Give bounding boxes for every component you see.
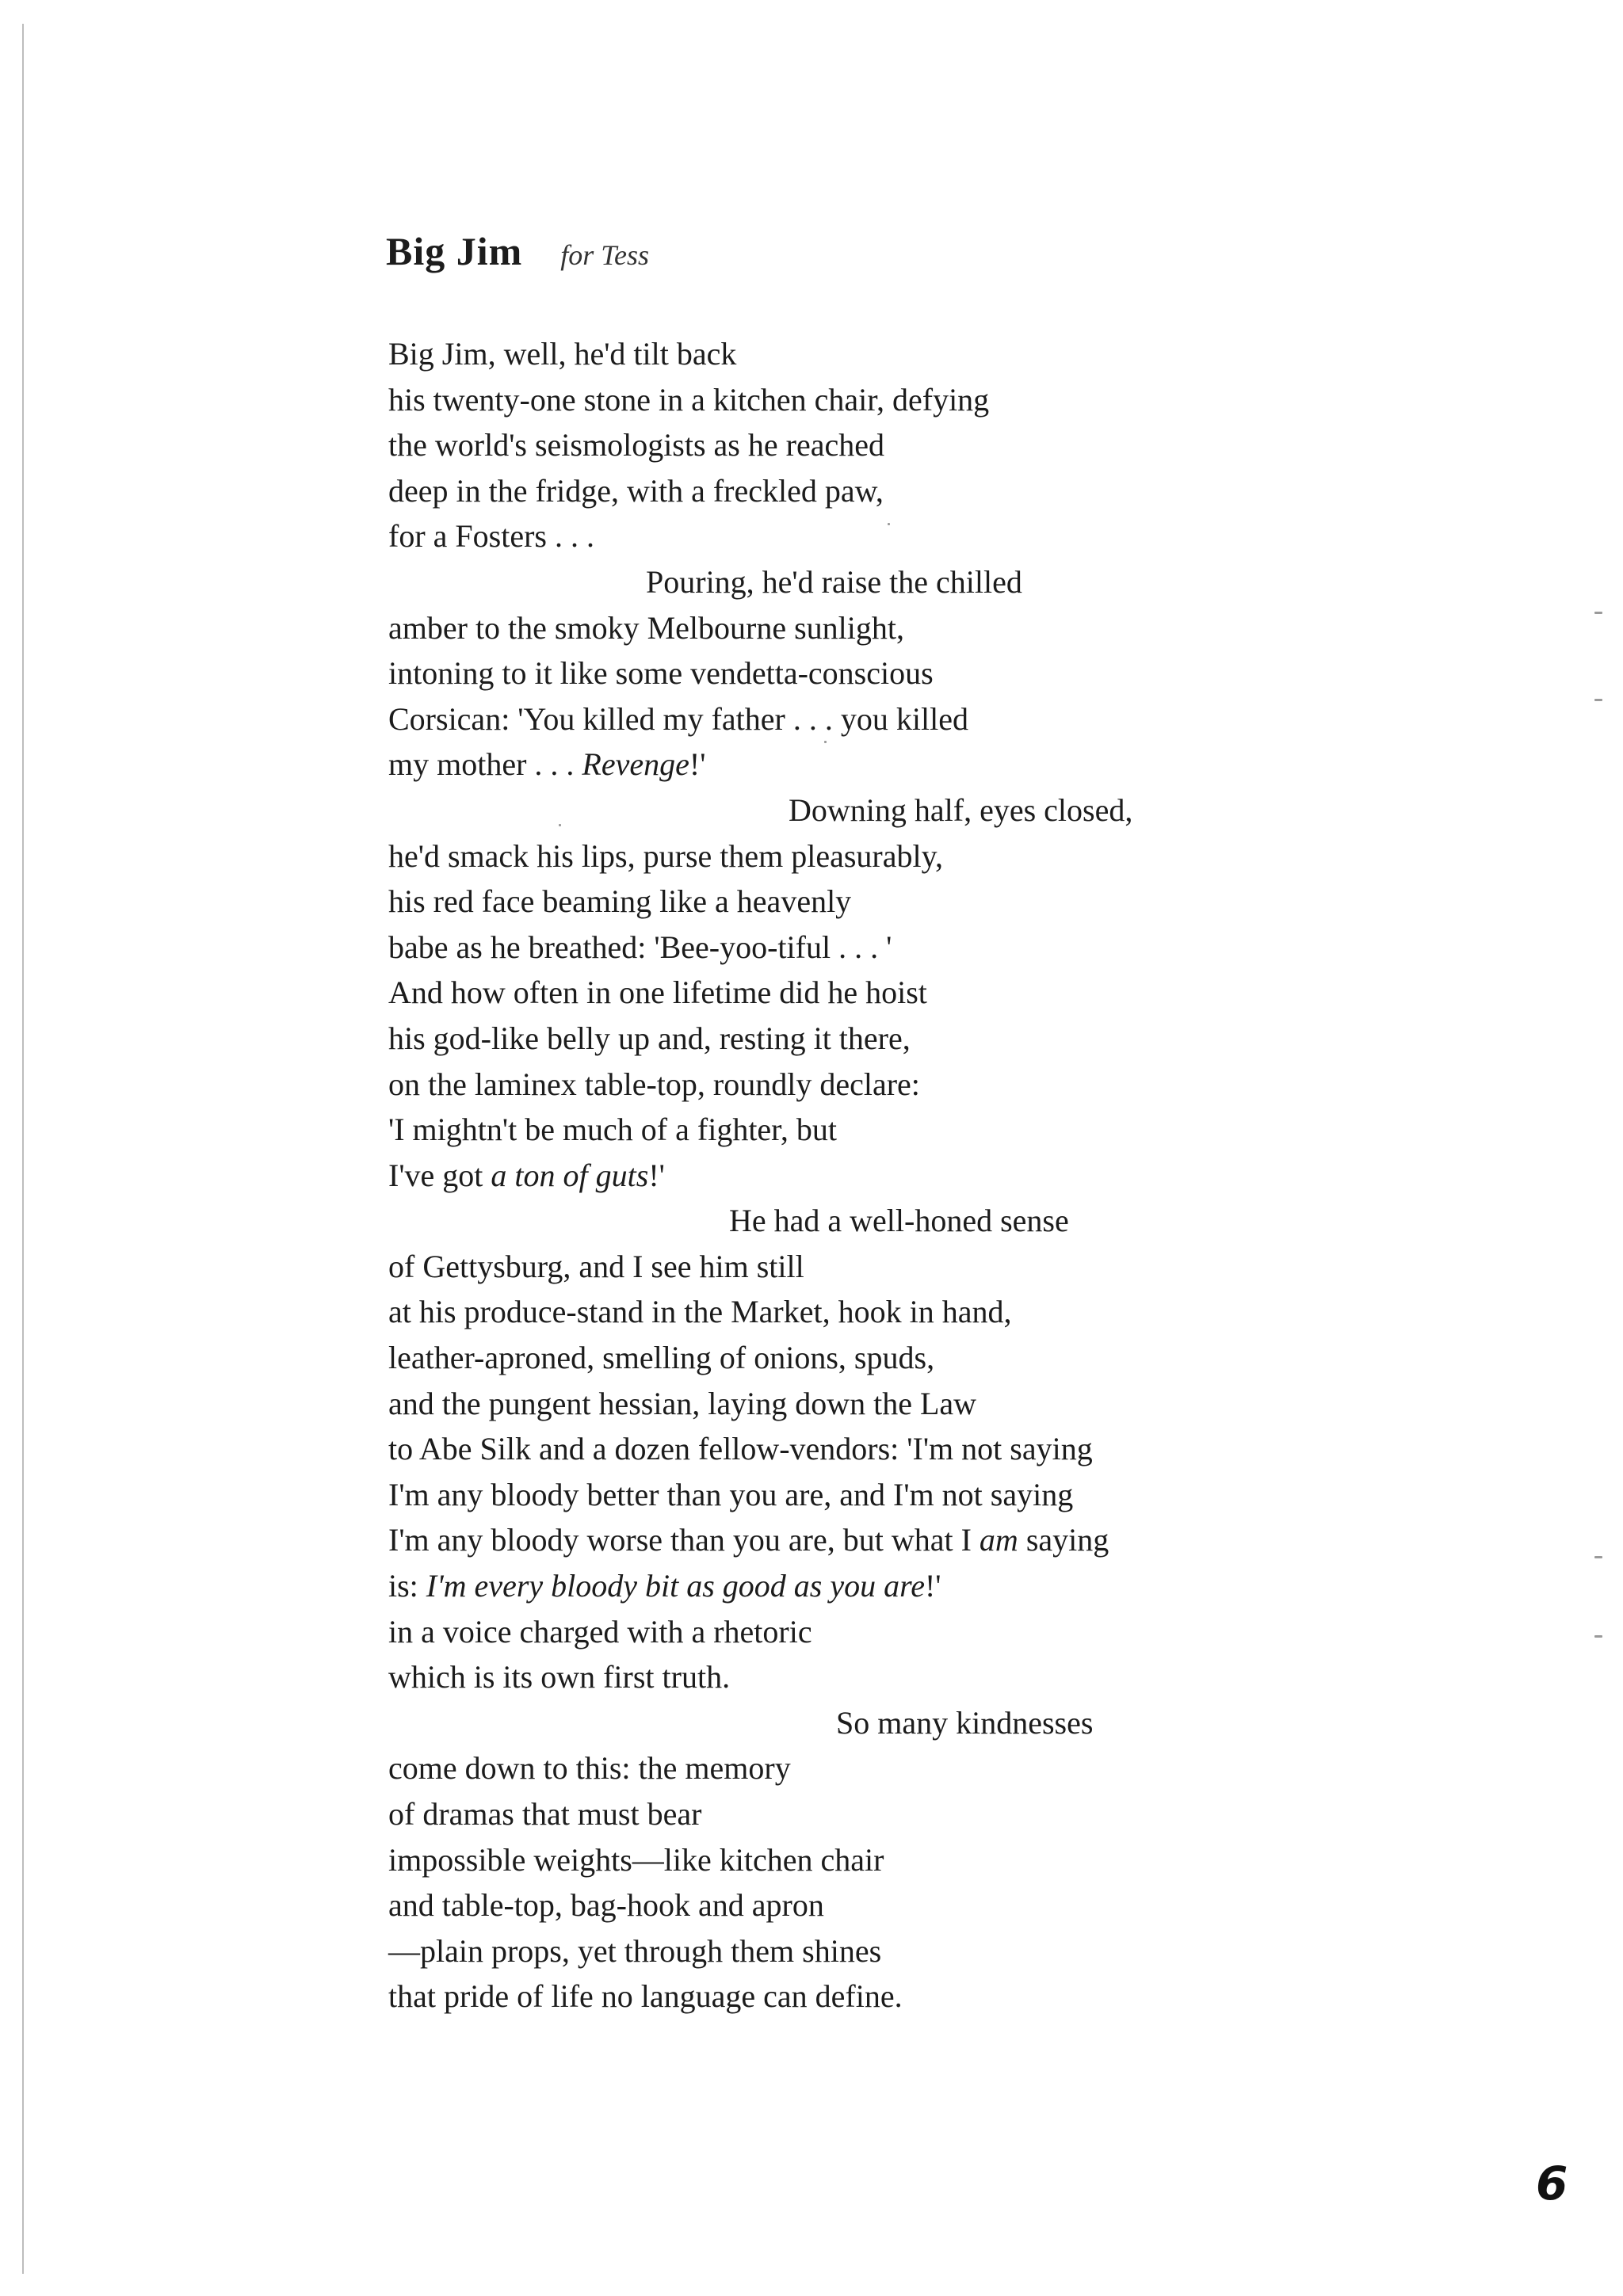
poem-line [388, 788, 1498, 833]
poem-text: on the laminex table-top, roundly declare: [388, 1066, 920, 1102]
poem-text: I'm any bloody worse than you are, but what I [388, 1522, 980, 1558]
scan-speck [824, 741, 827, 743]
poem-text: his twenty-one stone in a kitchen chair, defying [388, 381, 990, 418]
poem-title: Big Jim [386, 229, 523, 273]
poem-text: impossible weights—like kitchen chair [388, 1841, 884, 1878]
poem-text: which is its own first truth. [388, 1659, 731, 1695]
poem-heading [386, 228, 649, 274]
poem-text: at his produce-stand in the Market, hook in hand, [388, 1294, 1012, 1330]
poem-text: his red face beaming like a heavenly [388, 883, 852, 920]
poem-line [388, 1791, 1498, 1837]
poem-italic-text: Revenge [582, 746, 689, 783]
poem-line [388, 1335, 1498, 1381]
poem-text: So many kindnesses [836, 1704, 1094, 1741]
poem-line [388, 1928, 1498, 1974]
poem-text: that pride of life no language can define. [388, 1978, 903, 2015]
poem-line [388, 1837, 1498, 1883]
poem-line [388, 742, 1498, 788]
poem-line [388, 1016, 1498, 1062]
poem-text: he'd smack his lips, purse them pleasurably, [388, 837, 944, 874]
poem-text: He had a well-honed sense [729, 1203, 1069, 1239]
poem-line [388, 1609, 1498, 1655]
poem-text: Corsican: 'You killed my father . . . you killed [388, 700, 968, 737]
poem-text: !' [648, 1157, 665, 1193]
poem-line [388, 605, 1498, 651]
poem-line [388, 1381, 1498, 1427]
poem-line [388, 331, 1498, 377]
poem-text: intoning to it like some vendetta-conscious [388, 655, 934, 692]
poem-line [388, 925, 1498, 971]
poem-line [388, 1974, 1498, 2019]
poem-line [388, 1426, 1498, 1472]
poem-line [388, 1517, 1498, 1563]
poem-text: deep in the fridge, with a freckled paw, [388, 472, 884, 509]
poem-text: the world's seismologists as he reached [388, 427, 884, 463]
poem-line [388, 1882, 1498, 1928]
scan-speck [888, 523, 890, 525]
poem-text: !' [924, 1568, 941, 1604]
poem-line [388, 1472, 1498, 1518]
poem-line [388, 1062, 1498, 1108]
scan-speck [1594, 612, 1602, 614]
poem-text: and the pungent hessian, laying down the Law [388, 1385, 977, 1421]
poem-line [388, 970, 1498, 1016]
poem-line [388, 833, 1498, 879]
poem-text: Pouring, he'd raise the chilled [646, 563, 1022, 600]
poem-line [388, 696, 1498, 742]
poem-line [388, 559, 1498, 605]
poem-text: is: [388, 1568, 426, 1604]
poem-line [388, 377, 1498, 423]
poem-italic-text: am [979, 1522, 1018, 1558]
poem-italic-text: a ton of guts [491, 1157, 649, 1193]
poem-line [388, 650, 1498, 696]
poem-italic-text: I'm every bloody bit as good as you are [426, 1568, 925, 1604]
poem-text: Downing half, eyes closed, [789, 791, 1133, 828]
poem-text: leather-aproned, smelling of onions, spuds, [388, 1340, 935, 1376]
poem-line [388, 1244, 1498, 1290]
poem-text: Big Jim, well, he'd tilt back [388, 336, 737, 372]
poem-text: of Gettysburg, and I see him still [388, 1248, 804, 1284]
poem-text: come down to this: the memory [388, 1750, 791, 1787]
poem-text: —plain props, yet through them shines [388, 1932, 882, 1969]
poem-text: saying [1018, 1522, 1109, 1558]
poem-line [388, 1153, 1498, 1199]
poem-text: in a voice charged with a rhetoric [388, 1613, 812, 1650]
scan-speck [559, 824, 561, 826]
page-number: 6 [1536, 2157, 1568, 2210]
poem-line [388, 879, 1498, 925]
poem-text: his god-like belly up and, resting it there, [388, 1020, 911, 1056]
poem-body [388, 331, 1498, 2019]
poem-line [388, 1745, 1498, 1791]
poem-line [388, 422, 1498, 468]
poem-line [388, 1289, 1498, 1335]
poem-line [388, 1563, 1498, 1609]
poem-text: my mother . . . [388, 746, 582, 783]
poem-text: I'm any bloody better than you are, and I'm not saying [388, 1476, 1074, 1512]
poem-text: of dramas that must bear [388, 1796, 702, 1832]
poem-line [388, 513, 1498, 559]
poem-text: for a Fosters . . . [388, 518, 594, 555]
scan-speck [1594, 699, 1602, 701]
poem-line [388, 468, 1498, 514]
poem-text: I've got [388, 1157, 491, 1193]
poem-line [388, 1198, 1498, 1244]
poem-dedication: for Tess [560, 239, 650, 271]
scan-speck [1594, 1635, 1602, 1638]
scan-speck [1594, 1556, 1602, 1558]
poem-line [388, 1107, 1498, 1153]
poem-text: And how often in one lifetime did he hoist [388, 974, 927, 1011]
poem-line [388, 1654, 1498, 1700]
poem-text: 'I mightn't be much of a fighter, but [388, 1112, 838, 1148]
poem-text: amber to the smoky Melbourne sunlight, [388, 609, 905, 646]
scan-edge-line [22, 24, 24, 2274]
poem-text: !' [689, 746, 706, 783]
poem-text: and table-top, bag-hook and apron [388, 1887, 824, 1924]
poem-line [388, 1700, 1498, 1746]
poem-text: babe as he breathed: 'Bee-yoo-tiful . . . ' [388, 929, 892, 965]
poem-text: to Abe Silk and a dozen fellow-vendors: 'I'm not saying [388, 1431, 1093, 1467]
